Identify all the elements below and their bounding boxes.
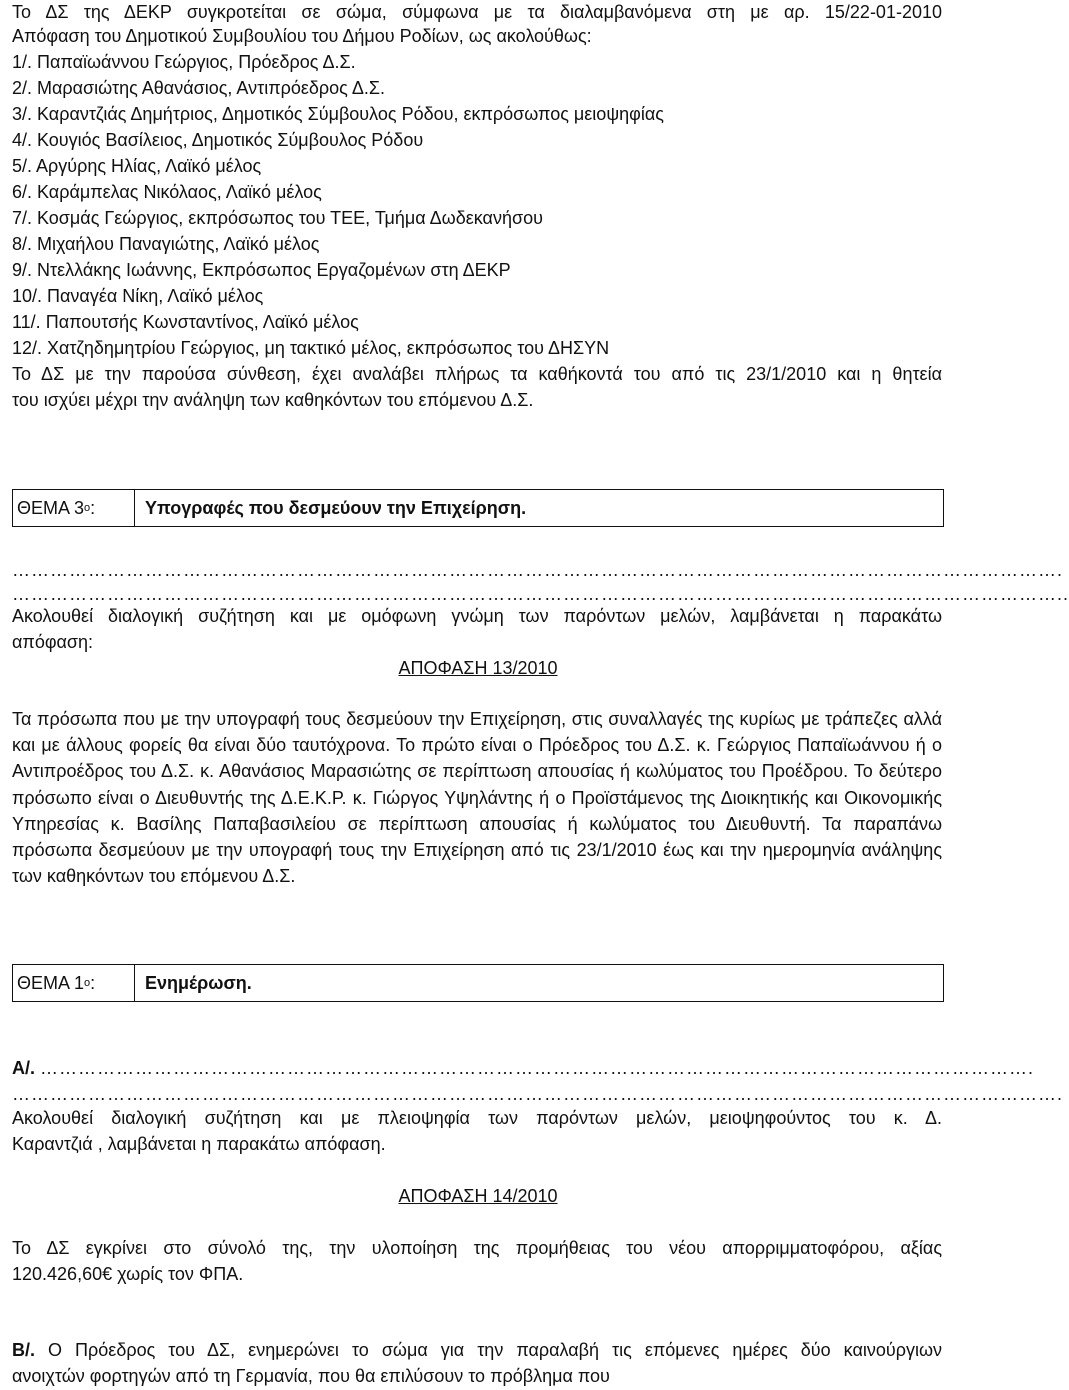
intro-line-2: Απόφαση του Δημοτικού Συμβουλίου του Δήμου Ροδίων, ως ακολούθως: bbox=[12, 26, 592, 46]
theme-1-a-label: Α/. bbox=[12, 1058, 36, 1078]
member-6: 6/. Καράμπελας Νικόλαος, Λαϊκό μέλος bbox=[12, 182, 322, 202]
theme-1-a-line bbox=[12, 1056, 1035, 1080]
member-3: 3/. Καραντζιάς Δημήτριος, Δημοτικός Σύμβουλος Ρόδου, εκπρόσωπος μειοψηφίας bbox=[12, 104, 664, 124]
theme-3-dots-1: …………………………………………………………………………………………………………………………………………………. bbox=[12, 560, 1064, 580]
theme-1-label-sup: ο bbox=[84, 977, 91, 989]
theme-1-b-text: Ο Πρόεδρος του ΔΣ, ενημερώνει το σώμα για την παραλαβή τις επόμενες ημέρες δύο καινούργιων bbox=[35, 1340, 942, 1360]
member-5: 5/. Αργύρης Ηλίας, Λαϊκό μέλος bbox=[12, 156, 262, 176]
theme-1-discussion-line-1: Ακολουθεί διαλογική συζήτηση και με πλειοψηφία των παρόντων μελών, μειοψηφούντος του κ. Δ. bbox=[12, 1108, 942, 1128]
theme-3-label-sup: ο bbox=[84, 502, 91, 514]
theme-1-label-suffix: : bbox=[90, 972, 96, 993]
theme-1-b-label: Β/. bbox=[12, 1340, 36, 1360]
theme-3-label-suffix: : bbox=[90, 497, 96, 518]
intro-line-1: Το ΔΣ της ΔΕΚΡ συγκροτείται σε σώμα, σύμφωνα με τα διαλαμβανόμενα στη με αρ. 15/22-01-2010 bbox=[12, 2, 942, 22]
theme-3-header bbox=[12, 489, 944, 527]
member-9: 9/. Ντελλάκης Ιωάννης, Εκπρόσωπος Εργαζομένων στη ΔΕΚΡ bbox=[12, 260, 511, 280]
member-10: 10/. Παναγέα Νίκη, Λαϊκό μέλος bbox=[12, 286, 264, 306]
theme-1-a-dots: …………………………………………………………………………………………………………………………………………. bbox=[40, 1058, 1035, 1078]
decision-14-title: ΑΠΟΦΑΣΗ 14/2010 bbox=[398, 1186, 558, 1206]
member-12: 12/. Χατζηδημητρίου Γεώργιος, μη τακτικό μέλος, εκπρόσωπος του ΔΗΣΥΝ bbox=[12, 338, 610, 358]
decision-13-title: ΑΠΟΦΑΣΗ 13/2010 bbox=[398, 658, 558, 678]
theme-3-discussion-line-2: απόφαση: bbox=[12, 632, 94, 652]
member-11: 11/. Παπουτσής Κωνσταντίνος, Λαϊκό μέλος bbox=[12, 312, 359, 332]
theme-1-label bbox=[13, 965, 135, 1001]
theme-1-dots-2: …………………………………………………………………………………………………………………………………………………. bbox=[12, 1084, 1064, 1104]
theme-1-label-prefix: ΘΕΜΑ 1 bbox=[17, 972, 85, 993]
theme-1-header bbox=[12, 964, 944, 1002]
theme-1-b-line-1 bbox=[12, 1338, 942, 1362]
theme-1-b-line-2: ανοιχτών φορτηγών από τη Γερμανία, που θα επιλύσουν το πρόβλημα που bbox=[12, 1366, 610, 1386]
board-term-line-1: Το ΔΣ με την παρούσα σύνθεση, έχει αναλάβει πλήρως τα καθήκοντά του από τις 23/1/2010 και η θητεία bbox=[12, 364, 942, 384]
board-term-line-2: του ισχύει μέχρι την ανάληψη των καθηκόντων του επόμενου Δ.Σ. bbox=[12, 390, 534, 410]
member-2: 2/. Μαρασιώτης Αθανάσιος, Αντιπρόεδρος Δ.Σ. bbox=[12, 78, 385, 98]
theme-3-dots-2: ………………………………………………………………………………………………………………………………………………….. bbox=[12, 584, 1069, 604]
member-4: 4/. Κουγιός Βασίλειος, Δημοτικός Σύμβουλος Ρόδου bbox=[12, 130, 424, 150]
theme-1-title: Ενημέρωση. bbox=[145, 972, 252, 993]
theme-3-title: Υπογραφές που δεσμεύουν την Επιχείρηση. bbox=[145, 497, 527, 518]
member-1: 1/. Παπαϊωάννου Γεώργιος, Πρόεδρος Δ.Σ. bbox=[12, 52, 356, 72]
decision-14-line-2: 120.426,60€ χωρίς τον ΦΠΑ. bbox=[12, 1264, 244, 1284]
decision-13-text: Τα πρόσωπα που με την υπογραφή τους δεσμεύουν την Επιχείρηση, στις συναλλαγές της κυρίως με τράπεζες αλλά και με άλλους φορείς θα είναι δύο ταυτόχρονα. Το πρώτο είναι ο Πρόεδρος του Δ.Σ. κ. Γεώργιος Παπαϊωάννου ή ο Αντιπροέδρος του Δ.Σ. κ. Αθανάσιος Μαρασιώτης σε περίπτωση απουσίας ή κωλύματος του Προέδρου. Το δεύτερο πρόσωπο είναι ο Διευθυντής της Δ.Ε.Κ.Ρ. κ. Γιώργος Υψηλάντης ή ο Προϊστάμενος της Διοικητικής και Οικονομικής Υπηρεσίας κ. Βασίλης Παπαβασιλείου σε περίπτωση απουσίας ή κωλύματος του Διευθυντή. Τα παραπάνω πρόσωπα δεσμεύουν με την υπογραφή τους την Επιχείρηση από τις 23/1/2010 έως και την ημερομηνία ανάληψης των καθηκόντων του επόμενου Δ.Σ. bbox=[12, 709, 942, 887]
theme-3-label bbox=[13, 490, 135, 526]
decision-14-line-1: Το ΔΣ εγκρίνει στο σύνολό της, την υλοποίηση της προμήθειας του νέου απορριμματοφόρου, αξίας bbox=[12, 1238, 942, 1258]
member-7: 7/. Κοσμάς Γεώργιος, εκπρόσωπος του ΤΕΕ, Τμήμα Δωδεκανήσου bbox=[12, 208, 543, 228]
theme-3-discussion-line-1: Ακολουθεί διαλογική συζήτηση και με ομόφωνη γνώμη των παρόντων μελών, λαμβάνεται η παρακάτω bbox=[12, 606, 942, 626]
member-8: 8/. Μιχαήλου Παναγιώτης, Λαϊκό μέλος bbox=[12, 234, 320, 254]
theme-3-label-prefix: ΘΕΜΑ 3 bbox=[17, 497, 85, 518]
theme-1-discussion-line-2: Καραντζιά , λαμβάνεται η παρακάτω απόφαση. bbox=[12, 1134, 386, 1154]
